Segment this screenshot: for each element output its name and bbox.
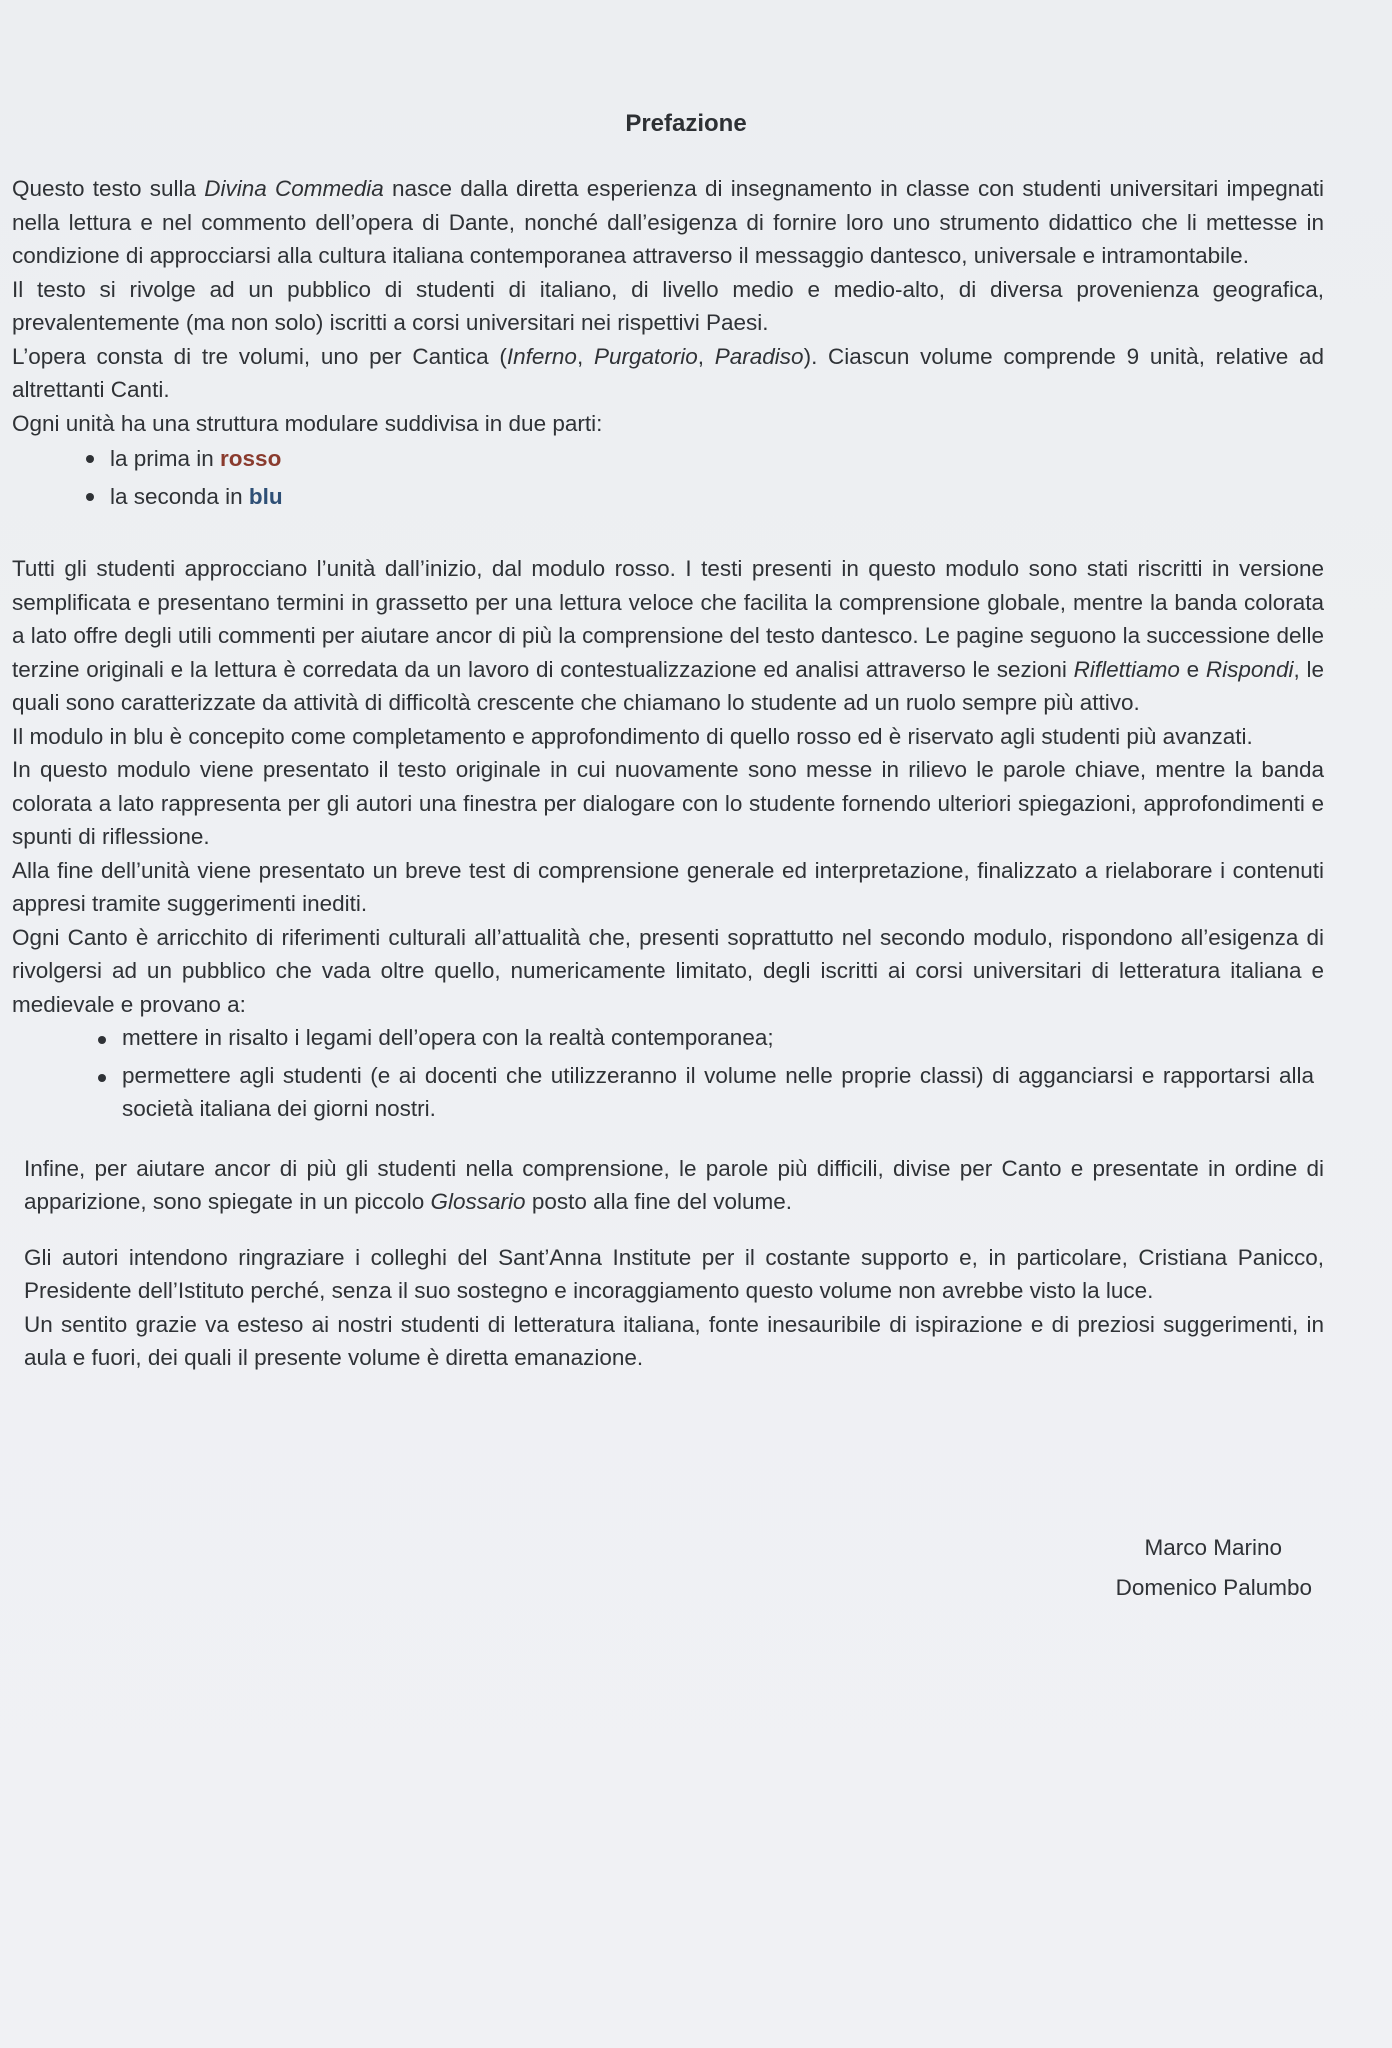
paragraph-structure: Ogni unità ha una struttura modulare suddivisa in due parti: (12, 410, 603, 436)
list-item: la seconda in blu (110, 478, 1324, 516)
author-name: Marco Marino (1144, 1535, 1282, 1560)
preface-page (12, 110, 1324, 1375)
paragraph-acknowledgements: Gli autori intendono ringraziare i colleghi del Sant’Anna Institute per il costante supporto e, in particolare, Cristiana Panicco, Presidente dell’Istituto perché, senza il suo sostegno e incoraggiamento questo volume non avrebbe visto la luce. (24, 1244, 1324, 1303)
module-list (12, 440, 1324, 516)
paragraph-thanks-students: Un sentito grazie va esteso ai nostri studenti di letteratura italiana, fonte inesauribile di ispirazione e di preziosi suggerimenti, in aula e fuori, dei quali il presente volume è diretta emanazione. (24, 1311, 1324, 1370)
red-module-label: rosso (220, 446, 282, 471)
list-item: permettere agli studenti (e ai docenti che utilizzeranno il volume nelle proprie classi) di agganciarsi e rapportarsi alla società italiana dei giorni nostri. (122, 1059, 1324, 1126)
paragraph-cultural-references: Ogni Canto è arricchito di riferimenti culturali all’attualità che, presenti soprattutto nel secondo modulo, rispondono all’esigenza di rivolgersi ad un pubblico che vada oltre quello, numericamente limitato, degli iscritti ai corsi universitari di letteratura italiana e medievale e provano a: (12, 924, 1324, 1017)
paragraph-glossary: Infine, per aiutare ancor di più gli studenti nella comprensione, le parole più difficili, divise per Canto e presentate in ordine di apparizione, sono spiegate in un piccolo Glossario posto alla fine del volume. (24, 1155, 1324, 1214)
preface-body (12, 172, 1324, 1375)
paragraph-volumes: L’opera consta di tre volumi, uno per Cantica (Inferno, Purgatorio, Paradiso). Ciascun volume comprende 9 unità, relative ad altrettanti Canti. (12, 343, 1324, 402)
paragraph-blue-module: Il modulo in blu è concepito come completamento e approfondimento di quello rosso ed è riservato agli studenti più avanzati. (12, 723, 1253, 749)
list-item: la prima in rosso (110, 440, 1324, 478)
paragraph-audience: Il testo si rivolge ad un pubblico di studenti di italiano, di livello medio e medio-alto, di diversa provenienza geografica, prevalentemente (ma non solo) iscritti a corsi universitari nei rispettivi Paesi. (12, 276, 1324, 335)
blue-module-label: blu (248, 484, 283, 509)
paragraph-intro: Questo testo sulla Divina Commedia nasce dalla diretta esperienza di insegnamento in classe con studenti universitari impegnati nella lettura e nel commento dell’opera di Dante, nonché dall’esigenza di fornire loro uno strumento didattico che li mettesse in condizione di approcciarsi alla cultura italiana contemporanea attraverso il messaggio dantesco, universale e intramontabile. (12, 176, 1324, 268)
author-signature (1116, 1528, 1312, 1608)
paragraph-test: Alla fine dell’unità viene presentato un breve test di comprensione generale ed interpretazione, finalizzato a rielaborare i contenuti appresi tramite suggerimenti inediti. (12, 857, 1324, 916)
paragraph-red-module: Tutti gli studenti approcciano l’unità dall’inizio, dal modulo rosso. I testi presenti in questo modulo sono stati riscritti in versione semplificata e presentano termini in grassetto per una lettura veloce che facilita la comprensione globale, mentre la banda colorata a lato offre degli utili commenti per aiutare ancor di più la comprensione del testo dantesco. Le pagine seguono la successione delle terzine originali e la lettura è corredata da un lavoro di contestualizzazione ed analisi attraverso le sezioni Riflettiamo e Rispondi, le quali sono caratterizzate da attività di difficoltà crescente che chiamano lo studente ad un ruolo sempre più attivo. (12, 556, 1324, 715)
list-item: mettere in risalto i legami dell’opera con la realtà contemporanea; (122, 1021, 1324, 1055)
paragraph-original-text: In questo modulo viene presentato il testo originale in cui nuovamente sono messe in rilievo le parole chiave, mentre la banda colorata a lato rappresenta per gli autori una finestra per dialogare con lo studente fornendo ulteriori spiegazioni, approfondimenti e spunti di riflessione. (12, 757, 1324, 849)
goals-list (12, 1021, 1324, 1126)
author-name: Domenico Palumbo (1115, 1575, 1312, 1600)
page-title: Prefazione (625, 110, 747, 137)
